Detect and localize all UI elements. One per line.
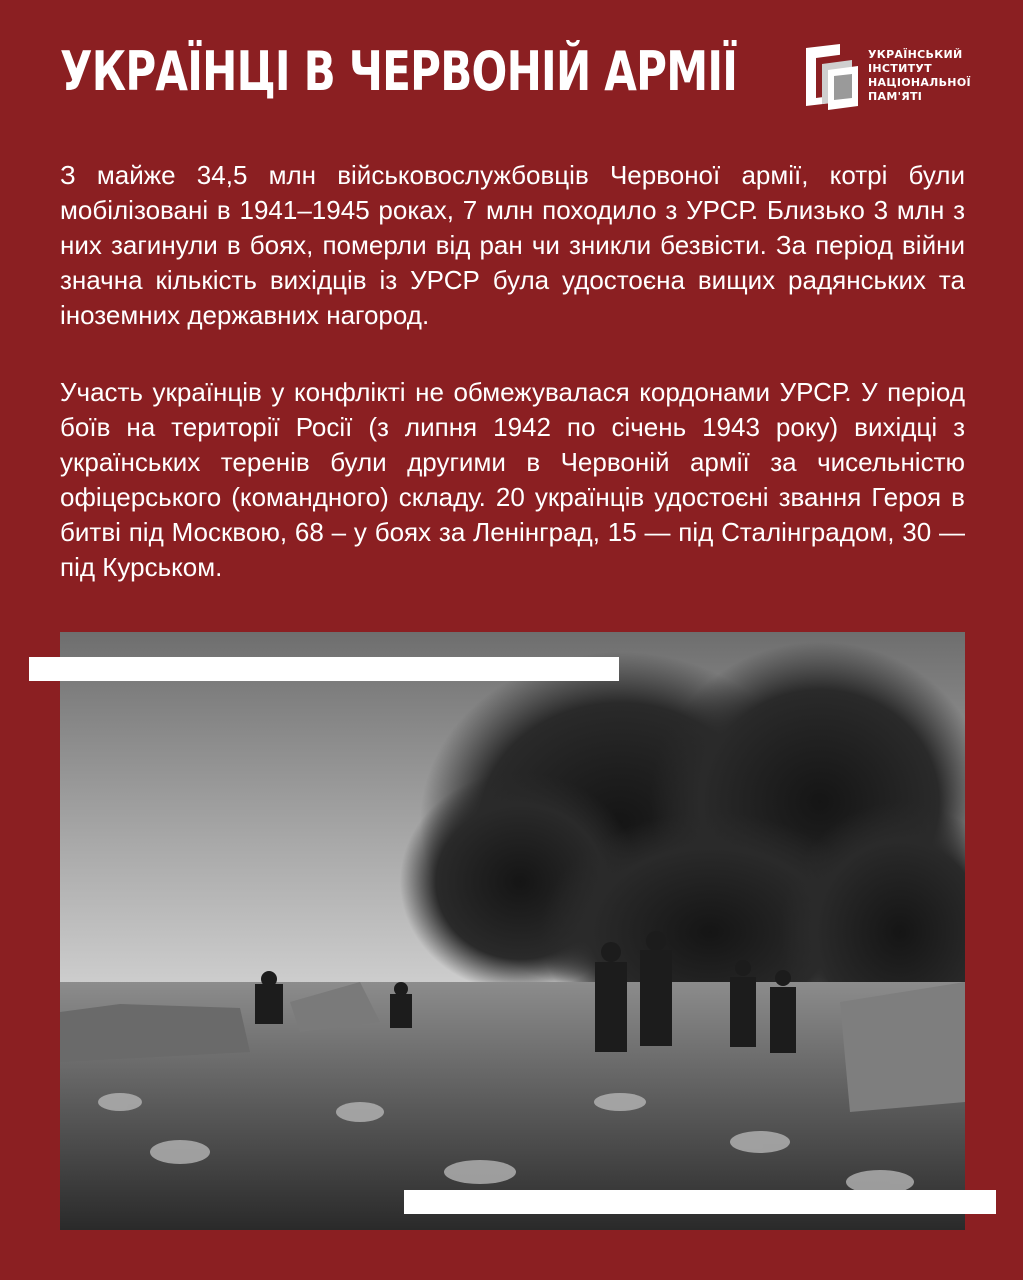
paragraph-participation: Участь українців у конфлікті не обмежувалася кордонами УРСР. У період боїв на території Росії (з липня 1942 по січень 1943 року) вихідці з українських теренів були другими в Червоній армії за чисельністю офіцерського (командного) складу. 20 українців удостоєні звання Героя в битві під Москвою, 68 – у боях за Ленінград, 15 — під Сталінградом, 30 — під Курськом. xyxy=(60,377,965,582)
logo-line-1: УКРАЇНСЬКИЙ xyxy=(868,48,963,61)
battle-photo-image xyxy=(60,632,965,1230)
institute-logo xyxy=(806,44,971,110)
logo-line-3: НАЦІОНАЛЬНОЇ xyxy=(868,76,971,89)
institute-logo-icon xyxy=(806,44,860,110)
paragraph-statistics: З майже 34,5 млн військовослужбовців Червоної армії, котрі були мобілізовані в 1941–1945 роках, 7 млн походило з УРСР. Близько 3 млн з них загинули в боях, померли від ран чи зникли безвісти. За період війни значна кількість вихідців із УРСР була удостоєна вищих радянських та іноземних державних нагород. xyxy=(60,160,965,330)
page-title: УКРАЇНЦІ В ЧЕРВОНІЙ АРМІЇ xyxy=(60,40,738,103)
decorative-bar-top xyxy=(29,657,619,681)
institute-logo-text xyxy=(868,48,971,104)
decorative-bar-bottom xyxy=(404,1190,996,1214)
logo-line-4: ПАМ'ЯТІ xyxy=(868,90,923,103)
logo-line-2: ІНСТИТУТ xyxy=(868,62,932,75)
